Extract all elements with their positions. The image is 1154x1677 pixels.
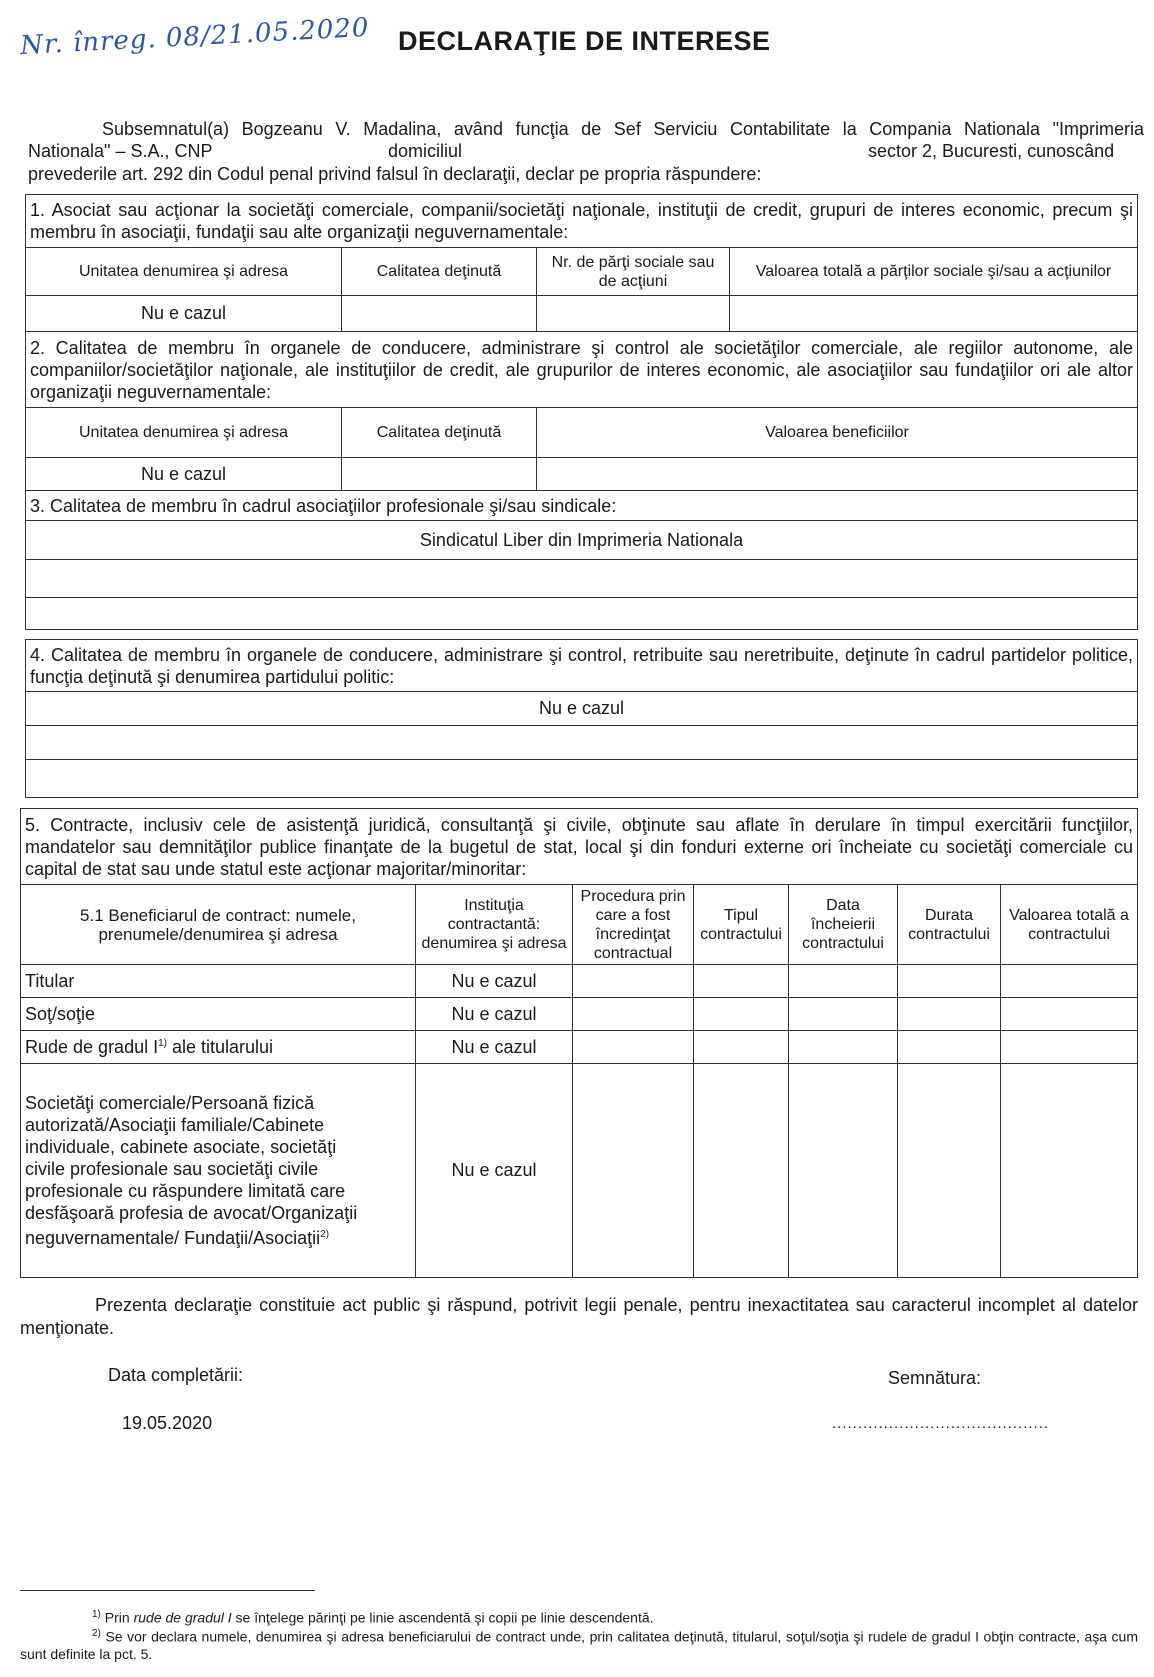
s3-row-1: Sindicatul Liber din Imprimeria Nationala	[26, 521, 1138, 560]
s5-header-date: Data încheierii contractului	[789, 885, 898, 965]
s5-row-titular: Titular	[21, 965, 416, 998]
page-title: DECLARAŢIE DE INTERESE	[398, 26, 771, 56]
s2-row-unit: Nu e cazul	[26, 458, 342, 491]
section-2-table	[25, 331, 1138, 491]
registration-number: Nr. înreg. 08/21.05.2020	[19, 12, 371, 62]
s2-header-quality: Calitatea deţinută	[342, 408, 537, 458]
s3-row-2	[26, 560, 1138, 598]
date-label: Data completării:	[108, 1365, 244, 1385]
section-2-heading: 2. Calitatea de membru în organele de conducere, administrare şi control ale societăţilor comerciale, ale regiilor autonome, ale companiilor/societăţilor naţionale, ale instituţiilor de credit, ale grupurilor de interes economic, ale asociaţiilor sau fundaţiilor ori ale altor organizaţii neguvernamentale:	[26, 332, 1138, 408]
footnote-divider	[20, 1590, 315, 1591]
intro-line-2c: sector 2, Bucuresti, cunoscând	[868, 141, 1115, 161]
intro-line-1: Subsemnatul(a) Bogzeanu V. Madalina, având funcţia de Sef Serviciu Contabilitate la Compania Nationala "Imprimeria	[102, 119, 1144, 139]
section-5-table	[20, 808, 1138, 1278]
declaration-statement: Prezenta declaraţie constituie act public şi răspund, potrivit legii penale, pentru inexactitatea sau caracterul incomplet al datelor menţionate.	[20, 1295, 1138, 1338]
s3-row-3	[26, 598, 1138, 630]
date-value: 19.05.2020	[122, 1413, 213, 1433]
s4-row-2	[26, 726, 1138, 760]
section-3-heading: 3. Calitatea de membru în cadrul asociaţiilor profesionale şi/sau sindicale:	[26, 491, 1138, 521]
section-1-heading: 1. Asociat sau acţionar la societăţi comerciale, companii/societăţi naţionale, instituţii de credit, grupuri de interes economic, precum şi membru în asociaţii, fundaţii sau alte organizaţii neguvernamentale:	[26, 195, 1138, 248]
s5-header-duration: Durata contractului	[898, 885, 1001, 965]
s1-header-unit: Unitatea denumirea şi adresa	[26, 248, 342, 296]
intro-line-3: prevederile art. 292 din Codul penal privind falsul în declaraţii, declar pe propria răspundere:	[28, 164, 762, 184]
s5-header-type: Tipul contractului	[694, 885, 789, 965]
s5-row-relatives-value: Nu e cazul	[416, 1031, 573, 1064]
s2-row-quality	[342, 458, 537, 491]
footnote-2: $^{2)}$ Se vor declara numele, denumirea şi adresa beneficiarului de contract unde, prin calitatea deţinută, titularul, soţul/soţia şi rudele de gradul I obţin contracte, aşa cum sunt definite la pct. 5.	[20, 1628, 1139, 1662]
section-5-heading: 5. Contracte, inclusiv cele de asistenţă juridică, consultanţă şi civile, obţinute sau aflate în derulare în timpul exercitării funcţiilor, mandatelor sau demnităţilor publice finanţate de la bugetul de stat, local şi din fonduri externe ori încheiate cu societăţi comerciale cu capital de stat sau unde statul este acţionar majoritar/minoritar:	[21, 809, 1138, 885]
s5-row-spouse-value: Nu e cazul	[416, 998, 573, 1031]
section-4-heading: 4. Calitatea de membru în organele de conducere, administrare şi control, retribuite sau neretribuite, deţinute în cadrul partidelor politice, funcţia deţinută şi denumirea partidului politic:	[26, 640, 1138, 692]
s5-row-companies-value: Nu e cazul	[416, 1064, 573, 1278]
s1-row-parts	[537, 296, 730, 332]
s1-header-value: Valoarea totală a părţilor sociale şi/sau a acţiunilor	[730, 248, 1138, 296]
s2-header-unit: Unitatea denumirea şi adresa	[26, 408, 342, 458]
s2-row-value	[537, 458, 1138, 491]
s5-row-relatives: Rude de gradul $I^{1)}$ ale titularului	[21, 1031, 416, 1064]
s5-header-value: Valoarea totală a contractului	[1001, 885, 1138, 965]
s1-row-quality	[342, 296, 537, 332]
s1-header-parts: Nr. de părţi sociale sau de acţiuni	[537, 248, 730, 296]
s4-row-3	[26, 760, 1138, 798]
s5-row-titular-value: Nu e cazul	[416, 965, 573, 998]
s4-row-1: Nu e cazul	[26, 692, 1138, 726]
intro-line-2b: domiciliul	[388, 141, 463, 161]
s5-header-procedure: Procedura prin care a fost încredinţat contractual	[573, 885, 694, 965]
section-3-table	[25, 490, 1138, 630]
signature-line: ..........................................	[832, 1415, 1050, 1432]
s1-row-value	[730, 296, 1138, 332]
s1-row-unit: Nu e cazul	[26, 296, 342, 332]
s5-row-spouse: Soţ/soţie	[21, 998, 416, 1031]
section-4-table	[25, 639, 1138, 798]
section-1-table	[25, 194, 1138, 332]
s5-header-institution: Instituţia contractantă: denumirea şi adresa	[416, 885, 573, 965]
s2-header-value: Valoarea beneficiilor	[537, 408, 1138, 458]
s5-row-companies: Societăţi comerciale/Persoană fizică autorizată/Asociaţii familiale/Cabinete individuale, cabinete asociate, societăţi civile profesionale sau societăţi civile profesionale cu răspundere limitată care desfăşoară profesia de avocat/Organizaţii neguvernamentale/ Fundaţii/Asociaţii$^{2)}$	[21, 1064, 416, 1278]
intro-line-2a: Nationala" – S.A., CNP	[28, 141, 213, 161]
s5-header-beneficiary: 5.1 Beneficiarul de contract: numele, prenumele/denumirea şi adresa	[21, 885, 416, 965]
footnote-1: $^{1)}$ Prin rude de gradul I se înţelege părinţi pe linie ascendentă şi copii pe linie descendentă.	[92, 1609, 654, 1626]
intro-paragraph	[28, 118, 1144, 141]
s1-header-quality: Calitatea deţinută	[342, 248, 537, 296]
signature-label: Semnătura:	[888, 1368, 982, 1388]
